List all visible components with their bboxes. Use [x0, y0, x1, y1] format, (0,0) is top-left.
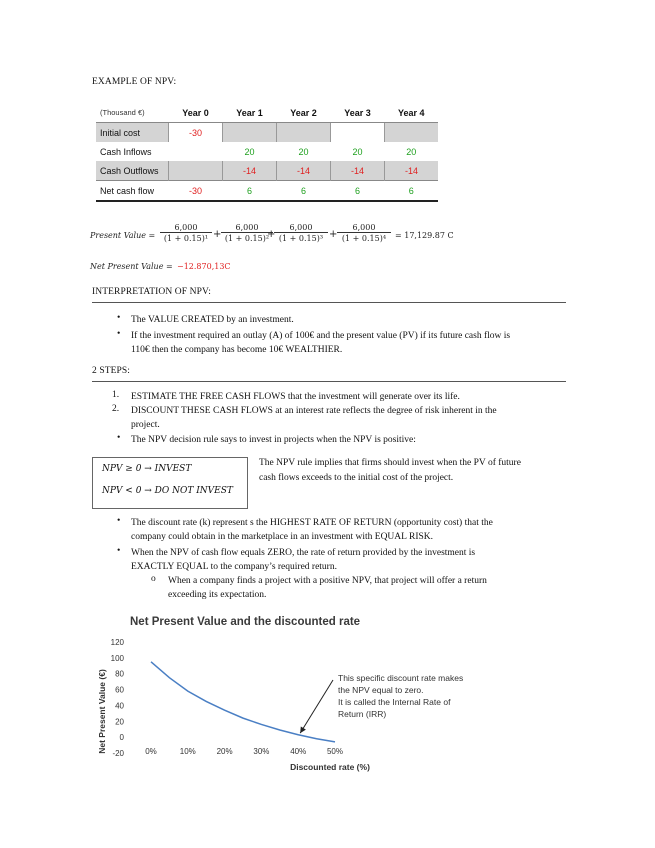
rule-explanation: The NPV rule implies that firms should invest when the PV of future	[259, 458, 521, 468]
sub-list-item: When a company finds a project with a positive NPV, that project will offer a return	[168, 576, 487, 586]
list-item-continuation: 110€ then the company has become 10€ WEALTHIER.	[131, 345, 343, 355]
table-cell: -14	[277, 161, 331, 181]
x-tick-label: 40%	[290, 747, 307, 756]
x-tick-label: 50%	[326, 747, 344, 756]
list-item: DISCOUNT THESE CASH FLOWS at an interest rate reflects the degree of risk inherent in the	[131, 406, 497, 416]
table-header-cell: Year 1	[236, 107, 263, 118]
y-tick-label: 120	[110, 638, 124, 647]
table-cell: 6	[331, 181, 385, 202]
table-cell: -14	[223, 161, 277, 181]
table-header-cell: Year 3	[344, 107, 371, 118]
npv-table	[96, 103, 438, 202]
rule-invest: NPV ≥ 0 → INVEST	[102, 464, 192, 474]
chart-annotation-line: This specific discount rate makes	[338, 673, 464, 683]
row-label: Initial cost	[96, 123, 169, 143]
table-cell	[223, 123, 277, 143]
chart-title: Net Present Value and the discounted rate	[130, 616, 361, 628]
heading-example: EXAMPLE OF NPV:	[92, 77, 177, 87]
fraction-numerator: 6,000	[174, 223, 198, 232]
fraction-numerator: 6,000	[352, 223, 376, 232]
chart-annotation-line: It is called the Internal Rate of	[338, 697, 451, 707]
rule-explanation: cash flows exceeds to the initial cost of the project.	[259, 473, 454, 483]
list-marker: 1.	[112, 390, 120, 400]
list-item: When the NPV of cash flow equals ZERO, the rate of return provided by the investment is	[131, 548, 476, 558]
pv-fraction	[221, 223, 276, 243]
fraction-denominator: (1 + 0.15)⁴	[337, 232, 391, 243]
plus-sign: +	[267, 229, 276, 240]
y-tick-label: -20	[112, 749, 124, 758]
row-label: Cash Inflows	[100, 146, 152, 157]
y-tick-label: 60	[115, 685, 124, 695]
rule-do-not-invest: NPV < 0 → DO NOT INVEST	[102, 486, 233, 496]
list-item: The VALUE CREATED by an investment.	[131, 315, 294, 325]
table-cell: -14	[331, 161, 385, 181]
divider	[92, 381, 566, 382]
list-item-continuation: EXACTLY EQUAL to the company’s required return.	[131, 562, 337, 572]
table-cell: -30	[169, 123, 223, 143]
bullet-marker: •	[117, 329, 121, 339]
y-axis-label: Net Present Value (€)	[97, 669, 107, 754]
table-row	[96, 142, 438, 161]
row-label: Cash Outflows	[96, 161, 169, 181]
npv-rule-box	[92, 457, 248, 509]
table-row	[96, 161, 438, 181]
chart-annotation-line: Return (IRR)	[338, 709, 387, 719]
list-item-continuation: project.	[131, 420, 160, 430]
table-cell	[277, 123, 331, 143]
divider	[92, 302, 566, 303]
x-tick-label: 0%	[145, 747, 157, 756]
pv-fraction	[274, 223, 328, 243]
sub-bullet-marker: o	[151, 574, 156, 584]
table-cell	[385, 123, 439, 143]
table-cell: 20	[298, 146, 309, 157]
table-header-cell: (Thousand €)	[100, 108, 145, 117]
fraction-denominator: (1 + 0.15)²	[221, 232, 273, 243]
table-cell: 6	[223, 181, 277, 202]
y-tick-label: 40	[115, 701, 124, 711]
list-item: The discount rate (k) represent s the HIGHEST RATE OF RETURN (opportunity cost) that the	[131, 518, 493, 528]
y-tick-label: 0	[119, 733, 124, 743]
table-cell: 20	[244, 146, 255, 157]
table-header-cell: Year 4	[397, 107, 425, 118]
npv-result: −12.870,13C	[177, 262, 231, 271]
heading-interpretation: INTERPRETATION OF NPV:	[92, 287, 211, 297]
table-cell: 20	[406, 146, 417, 157]
y-tick-label: 100	[110, 653, 124, 663]
pv-fraction	[337, 223, 391, 243]
list-item: ESTIMATE THE FREE CASH FLOWS that the investment will generate over its life.	[131, 392, 460, 402]
list-item: The NPV decision rule says to invest in projects when the NPV is positive:	[131, 435, 416, 445]
fraction-denominator: (1 + 0.15)¹	[160, 232, 212, 243]
y-tick-label: 80	[115, 669, 124, 679]
annotation-arrow-line	[300, 680, 333, 733]
bullet-marker: •	[117, 433, 121, 443]
pv-fraction	[160, 223, 212, 243]
bullet-marker: •	[117, 313, 121, 323]
fraction-numerator: 6,000	[289, 223, 313, 232]
table-header-cell: Year 2	[290, 107, 317, 118]
table-row	[96, 123, 438, 143]
x-tick-label: 30%	[253, 747, 270, 756]
npv-line-chart	[85, 632, 505, 777]
bullet-marker: •	[117, 516, 121, 526]
pv-result: = 17,129.87 C	[395, 231, 454, 240]
sub-list-item-continuation: exceeding its expectation.	[168, 590, 267, 600]
y-tick-label: 20	[115, 717, 124, 727]
fraction-numerator: 6,000	[235, 223, 259, 232]
row-label: Net cash flow	[96, 181, 169, 202]
table-cell	[331, 123, 385, 143]
table-cell: -30	[169, 181, 223, 202]
table-cell: 20	[352, 146, 363, 157]
table-cell	[169, 142, 223, 161]
pv-label: Present Value =	[90, 231, 156, 240]
heading-steps: 2 STEPS:	[92, 366, 131, 376]
table-header-row	[96, 103, 438, 123]
list-marker: 2.	[112, 404, 120, 414]
x-tick-label: 20%	[216, 747, 233, 756]
x-axis-label: Discounted rate (%)	[290, 762, 370, 772]
table-row	[96, 181, 438, 202]
chart-annotation-line: the NPV equal to zero.	[338, 685, 424, 695]
x-tick-label: 10%	[179, 747, 196, 756]
npv-series-line	[151, 662, 335, 742]
plus-sign: +	[329, 229, 338, 240]
list-item: If the investment required an outlay (A) of 100€ and the present value (PV) if its future cash flow is	[131, 331, 511, 341]
table-cell: 6	[277, 181, 331, 202]
npv-label: Net Present Value =	[90, 262, 173, 271]
fraction-denominator: (1 + 0.15)³	[274, 232, 328, 243]
table-cell	[169, 161, 223, 181]
list-item-continuation: company could obtain in the marketplace in an investment with EQUAL RISK.	[131, 532, 433, 542]
plus-sign: +	[213, 229, 222, 240]
table-cell: -14	[385, 161, 439, 181]
bullet-marker: •	[117, 546, 121, 556]
annotation-arrowhead	[300, 726, 306, 733]
table-header-cell: Year 0	[182, 107, 209, 118]
table-cell: 6	[385, 181, 439, 202]
